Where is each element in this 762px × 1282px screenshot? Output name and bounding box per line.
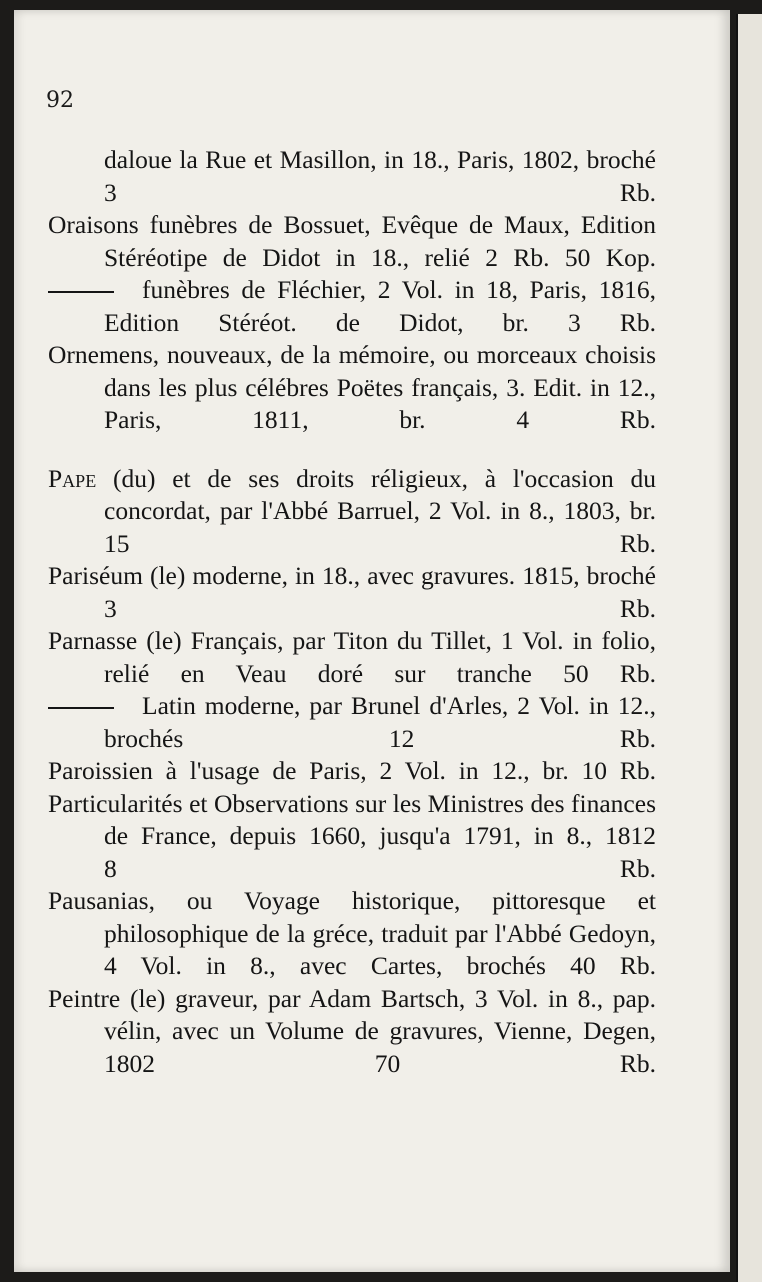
catalogue-entry [48, 885, 656, 983]
catalogue-entry [48, 625, 656, 690]
entry-price: 3 Rb. [568, 307, 656, 337]
entry-text: Paroissien à l'usage de Paris, 2 Vol. in 12., br. [48, 756, 569, 785]
entry-text: daloue la Rue et Masillon, in 18., Paris, 1802, broché [104, 145, 656, 174]
ditto-dash [48, 707, 114, 709]
entry-price: 40 Rb. [570, 951, 656, 980]
catalogue-entry [48, 144, 656, 209]
entry-text: Ornemens, nouveaux, de la mémoire, ou morceaux choisis dans les plus célébres Poëtes français, 3. Edit. in 12., Paris, 1811, br. [48, 340, 656, 434]
catalogue-entry [48, 209, 656, 274]
entry-text: Peintre (le) graveur, par Adam Bartsch, 3 Vol. in 8., pap. vélin, avec un Volume de gravures, Vienne, Degen, 1802 [48, 983, 656, 1078]
adjacent-page-edge [736, 14, 762, 1282]
catalogue-entry [48, 274, 656, 339]
entry-price: 3 Rb. [104, 177, 656, 207]
entry-text: Pausanias, ou Voyage historique, pittoresque et philosophique de la gréce, traduit par l'Abbé Gedoyn, 4 Vol. in 8., avec Cartes, brochés [48, 886, 656, 980]
entry-text: Oraisons funèbres de Bossuet, Evêque de Maux, Edition Stéréotipe de Didot in 18., relié [48, 210, 656, 272]
book-page [14, 10, 730, 1272]
entry-price: 8 Rb. [104, 853, 656, 883]
entry-text: Latin moderne, par Brunel d'Arles, 2 Vol. in 12., brochés [104, 691, 656, 753]
entry-price: 12 Rb. [388, 723, 657, 753]
page-number: 92 [46, 88, 74, 113]
entry-price: 15 Rb. [104, 528, 656, 558]
entry-text: Particularités et Observations sur les Ministres des finances de France, depuis 1660, jusqu'a 1791, in 8., 1812 [48, 788, 656, 850]
entry-price: 70 Rb. [374, 1048, 657, 1078]
catalogue-entry [48, 983, 656, 1081]
catalogue-entry [48, 339, 656, 437]
entry-text: Parnasse (le) Français, par Titon du Tillet, 1 Vol. in folio, relié en Veau doré sur tranche [48, 626, 656, 688]
catalogue-entry [48, 463, 656, 561]
catalogue-entry [48, 690, 656, 755]
entry-price: 2 Rb. 50 Kop. [485, 242, 657, 272]
entry-lead-word: Pape [48, 463, 97, 493]
entry-price: 50 Rb. [563, 658, 656, 688]
ditto-dash [48, 291, 114, 293]
entry-price: 4 Rb. [516, 405, 657, 434]
entry-text: funèbres de Fléchier, 2 Vol. in 18, Paris, 1816, Edition Stéréot. de Didot, br. [104, 275, 656, 337]
catalogue-entry [48, 560, 656, 625]
entry-price: 10 Rb. [581, 756, 656, 785]
entry-text: Pariséum (le) moderne, in 18., avec gravures. 1815, broché [48, 561, 656, 590]
entry-text: (du) et de ses droits réligieux, à l'occasion du concordat, par l'Abbé Barruel, 2 Vol. in 8., 1803, br. [96, 463, 656, 525]
catalogue-entry [48, 755, 656, 788]
catalogue-entries [48, 144, 656, 1080]
catalogue-entry [48, 788, 656, 886]
entry-price: 3 Rb. [104, 593, 656, 623]
